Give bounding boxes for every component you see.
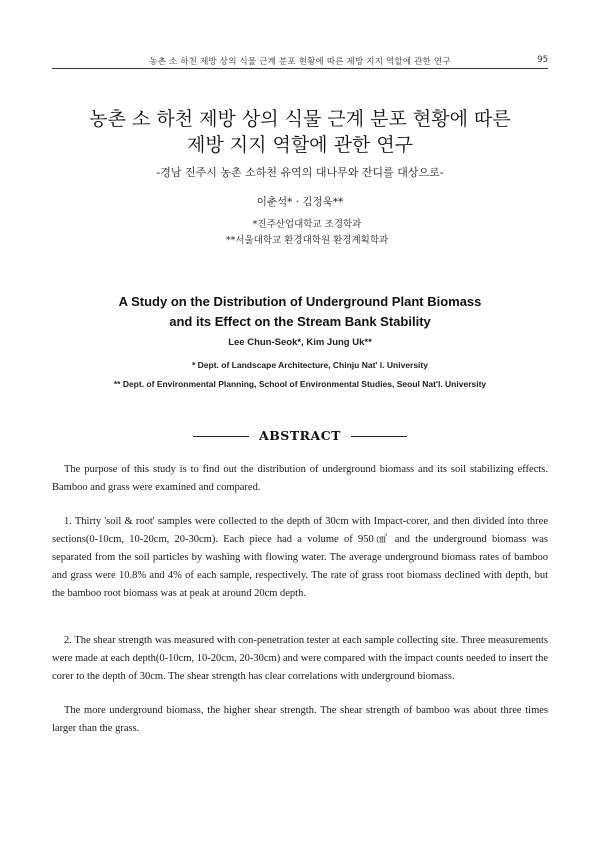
korean-affiliation-2: **서울대학교 환경대학원 환경계획학과 — [225, 235, 389, 246]
korean-affiliation-1: *진주산업대학교 조경학과 — [252, 219, 362, 230]
paragraph-text: The more underground biomass, the higher shear strength. The shear strength of bamboo was about three times larger than the grass. — [52, 705, 548, 734]
paragraph-text: 2. The shear strength was measured with con-penetration tester at each sample collecting site. Three measurements were made at each depth(0-10cm, 10-20cm, 20-30cm) and were compared with the impact counts needed to insert the corer to the depth of 30cm. The shear strength has clear correlations with underground biomass. — [52, 635, 548, 682]
korean-subtitle: -경남 진주시 농촌 소하천 유역의 대나무와 잔디를 대상으로- — [156, 166, 444, 179]
english-title-line2: and its Effect on the Stream Bank Stability — [169, 314, 431, 329]
english-affiliation-2: ** Dept. of Environmental Planning, School of Environmental Studies, Seoul Nat'l. University — [113, 379, 487, 389]
paragraph-text: 1. Thirty 'soil & root' samples were collected to the depth of 30cm with Impact-corer, and then divided into three sections(0-10cm, 10-20cm, 20-30cm). Each piece had a volume of 950㎤ and the underground biomass was separated from the soil particles by washing with flowing water. The average underground biomass rates of bamboo and grass were 10.8% and 4% of each sample, respectively. The rate of grass root biomass declined with depth, but the bamboo root biomass was at peak at around 20cm depth. — [52, 516, 548, 599]
running-head-title: 농촌 소 하천 제방 상의 식물 근계 분포 현황에 따른 제방 지지 역할에 관한 연구 — [149, 57, 451, 67]
abstract-paragraph-2 — [52, 513, 548, 603]
running-head — [52, 52, 548, 69]
korean-title — [0, 106, 600, 158]
english-title — [0, 292, 600, 332]
heading-rule-right — [351, 436, 407, 437]
english-title-line1: A Study on the Distribution of Underground Plant Biomass — [118, 294, 482, 309]
abstract-heading — [0, 428, 600, 443]
abstract-paragraph-4 — [52, 702, 548, 738]
korean-authors: 이춘석* · 김정욱** — [256, 196, 344, 208]
abstract-paragraph-1 — [52, 461, 548, 497]
english-authors: Lee Chun-Seok*, Kim Jung Uk** — [228, 337, 372, 348]
paragraph-text: The purpose of this study is to find out the distribution of underground biomass and its soil stabilizing effects. Bamboo and grass were examined and compared. — [52, 464, 548, 493]
abstract-paragraph-3 — [52, 632, 548, 686]
english-affiliation-1: * Dept. of Landscape Architecture, Chinju Nat' l. University — [192, 360, 428, 370]
abstract-heading-text: ABSTRACT — [259, 428, 341, 443]
heading-rule-left — [193, 436, 249, 437]
korean-title-line2: 제방 지지 역할에 관한 연구 — [186, 134, 414, 156]
page-number: 95 — [537, 55, 548, 65]
korean-title-line1: 농촌 소 하천 제방 상의 식물 근계 분포 현황에 따른 — [89, 108, 511, 130]
